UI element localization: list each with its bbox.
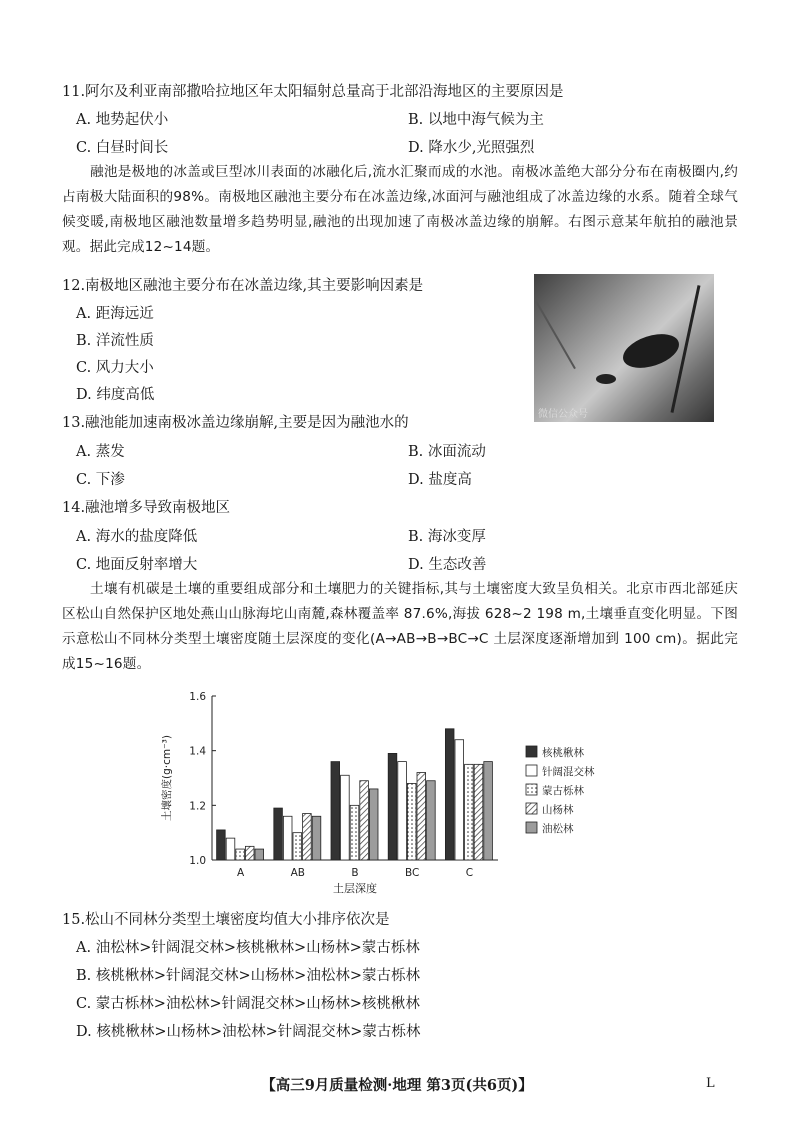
q13-option-c: C. 下渗	[76, 472, 125, 488]
legend-label: 蒙古栎林	[542, 785, 584, 797]
bar-蒙古栎林-AB	[293, 833, 302, 860]
q15-option-b: B. 核桃楸林>针阔混交林>山杨林>油松林>蒙古栎林	[76, 968, 420, 984]
bar-针阔混交林-AB	[283, 816, 292, 860]
y-tick-label: 1.0	[189, 855, 206, 867]
q11-stem: 11.阿尔及利亚南部撒哈拉地区年太阳辐射总量高于北部沿海地区的主要原因是	[62, 84, 564, 100]
q14-option-b: B. 海冰变厚	[408, 529, 486, 545]
q15-option-a: A. 油松林>针阔混交林>核桃楸林>山杨林>蒙古栎林	[76, 940, 420, 956]
q13-option-b: B. 冰面流动	[408, 444, 486, 460]
bar-油松林-AB	[312, 816, 321, 860]
bar-油松林-A	[255, 849, 264, 860]
x-axis-label: 土层深度	[333, 882, 377, 895]
legend-label: 针阔混交林	[542, 766, 595, 778]
q12-option-d: D. 纬度高低	[76, 387, 155, 403]
legend-swatch-核桃楸林	[526, 746, 537, 757]
x-tick-label: BC	[405, 867, 420, 879]
bar-核桃楸林-A	[217, 830, 226, 860]
legend-label: 核桃楸林	[542, 747, 584, 759]
bar-核桃楸林-C	[445, 729, 454, 860]
q13-option-d: D. 盐度高	[408, 472, 472, 488]
bar-山杨林-B	[360, 781, 369, 860]
x-tick-label: A	[237, 867, 245, 879]
bar-核桃楸林-BC	[388, 753, 397, 860]
q12-option-b: B. 洋流性质	[76, 333, 154, 349]
q15-option-c: C. 蒙古栎林>油松林>针阔混交林>山杨林>核桃楸林	[76, 996, 420, 1012]
bar-针阔混交林-C	[455, 740, 464, 860]
q11-option-d: D. 降水少,光照强烈	[408, 140, 535, 156]
q11-option-b: B. 以地中海气候为主	[408, 112, 544, 128]
q14-stem: 14.融池增多导致南极地区	[62, 500, 231, 516]
melt-pond-aerial-photo	[534, 274, 714, 422]
x-tick-label: AB	[290, 867, 305, 879]
q14-option-d: D. 生态改善	[408, 557, 487, 573]
bar-核桃楸林-AB	[274, 808, 283, 860]
photo-watermark: 微信公众号	[538, 409, 588, 420]
legend-swatch-油松林	[526, 822, 537, 833]
legend-label: 山杨林	[542, 804, 574, 816]
legend-swatch-蒙古栎林	[526, 784, 537, 795]
bar-针阔混交林-B	[341, 775, 350, 860]
page-footer: 【高三9月质量检测·地理 第3页(共6页)】	[261, 1077, 533, 1094]
bar-针阔混交林-BC	[398, 762, 407, 860]
x-tick-label: B	[351, 867, 359, 879]
y-axis-label: 土壤密度(g·cm⁻³)	[161, 735, 173, 821]
q12-option-a: A. 距海远近	[76, 306, 154, 322]
legend-label: 油松林	[542, 823, 574, 835]
bar-油松林-B	[369, 789, 378, 860]
q13-option-a: A. 蒸发	[76, 444, 125, 460]
q12-option-c: C. 风力大小	[76, 360, 154, 376]
bar-核桃楸林-B	[331, 762, 340, 860]
q15-option-d: D. 核桃楸林>山杨林>油松林>针阔混交林>蒙古栎林	[76, 1024, 421, 1040]
y-tick-label: 1.2	[189, 800, 206, 813]
bar-山杨林-BC	[417, 773, 426, 860]
bar-蒙古栎林-C	[465, 764, 474, 860]
q11-option-a: A. 地势起伏小	[76, 112, 169, 128]
bar-山杨林-A	[245, 846, 254, 860]
q13-stem: 13.融池能加速南极冰盖边缘崩解,主要是因为融池水的	[62, 415, 409, 431]
x-tick-label: C	[465, 867, 474, 879]
bar-山杨林-AB	[303, 814, 312, 860]
passage-soil-density: 土壤有机碳是土壤的重要组成部分和土壤肥力的关键指标,其与土壤密度大致呈负相关。北京市西北部延庆区松山自然保护区地处燕山山脉海坨山南麓,森林覆盖率 87.6%,海拔 628~2 198 m,土壤垂直变化明显。下图示意松山不同林分类型土壤密度随土层深度的变化(A→AB→B→BC→C 土层深度逐渐增加到 100 cm)。据此完成15~16题。	[62, 581, 738, 672]
legend-swatch-针阔混交林	[526, 765, 537, 776]
bar-山杨林-C	[474, 764, 483, 860]
bar-针阔混交林-A	[226, 838, 235, 860]
y-tick-label: 1.6	[189, 691, 206, 703]
bar-油松林-C	[484, 762, 493, 860]
q12-stem: 12.南极地区融池主要分布在冰盖边缘,其主要影响因素是	[62, 278, 424, 294]
paper-code: L	[706, 1076, 715, 1091]
soil-density-bar-chart	[150, 686, 630, 900]
q14-option-c: C. 地面反射率增大	[76, 557, 198, 573]
passage-melt-ponds: 融池是极地的冰盖或巨型冰川表面的冰融化后,流水汇聚而成的水池。南极冰盖绝大部分分布在南极圈内,约占南极大陆面积的98%。南极地区融池主要分布在冰盖边缘,冰面河与融池组成了冰盖边缘的水系。随着全球气候变暖,南极地区融池数量增多趋势明显,融池的出现加速了南极冰盖边缘的崩解。右图示意某年航拍的融池景观。据此完成12~14题。	[62, 164, 738, 255]
bar-蒙古栎林-B	[350, 805, 359, 860]
q11-option-c: C. 白昼时间长	[76, 140, 169, 156]
q15-stem: 15.松山不同林分类型土壤密度均值大小排序依次是	[62, 912, 390, 928]
legend-swatch-山杨林	[526, 803, 537, 814]
y-tick-label: 1.4	[189, 745, 206, 758]
bar-蒙古栎林-BC	[407, 783, 416, 860]
bar-蒙古栎林-A	[236, 849, 245, 860]
bar-油松林-BC	[427, 781, 436, 860]
q14-option-a: A. 海水的盐度降低	[76, 529, 198, 545]
